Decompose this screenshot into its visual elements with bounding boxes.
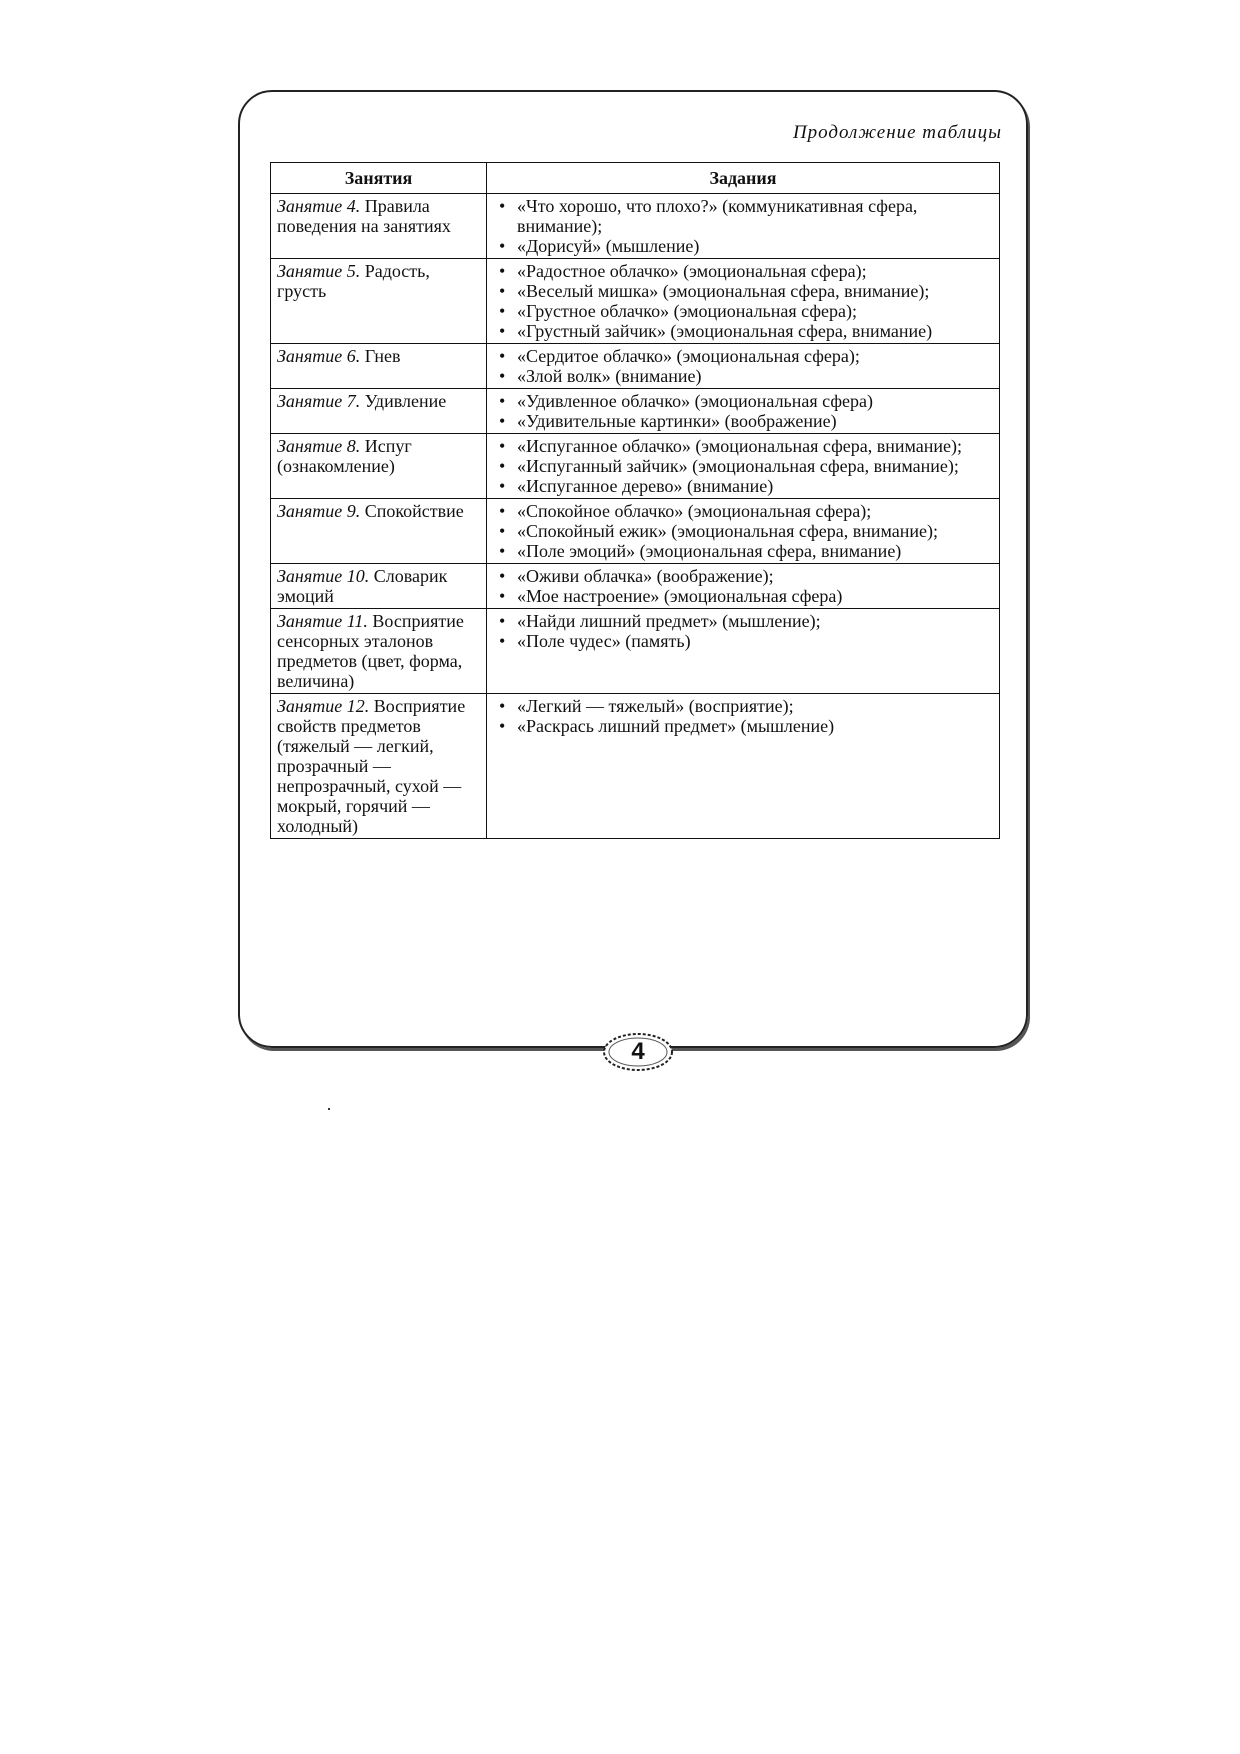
task-item: • «Испуганное облачко» (эмоциональная сфера, внимание); <box>493 436 995 456</box>
task-item: • «Спокойное облачко» (эмоциональная сфера); <box>493 501 995 521</box>
lesson-cell <box>271 499 487 564</box>
lesson-number: Занятие 9. <box>277 501 361 521</box>
table-row <box>271 609 1000 694</box>
task-item: • «Сердитое облачко» (эмоциональная сфера); <box>493 346 995 366</box>
table-continuation-caption: Продолжение таблицы <box>792 122 1002 143</box>
page-number-badge <box>600 1030 676 1074</box>
lesson-title: Спокойствие <box>360 501 464 521</box>
table-row <box>271 194 1000 259</box>
lesson-number: Занятие 7. <box>277 391 361 411</box>
lesson-number: Занятие 10. <box>277 566 370 586</box>
task-item: • «Удивленное облачко» (эмоциональная сфера) <box>493 391 995 411</box>
lesson-number: Занятие 12. <box>277 696 370 716</box>
lesson-title: Гнев <box>360 346 401 366</box>
task-item: • «Раскрась лишний предмет» (мышление) <box>493 716 995 736</box>
task-list <box>493 196 995 256</box>
lesson-cell <box>271 194 487 259</box>
task-item: • «Спокойный ежик» (эмоциональная сфера, внимание); <box>493 521 995 541</box>
table-row <box>271 259 1000 344</box>
lesson-title: Восприятие свойств предметов (тяжелый — легкий, прозрачный — непрозрачный, сухой — мокрый, горячий — холодный) <box>277 696 466 836</box>
task-item: • «Легкий — тяжелый» (восприятие); <box>493 696 995 716</box>
task-item: • «Грустный зайчик» (эмоциональная сфера, внимание) <box>493 321 995 341</box>
table-row <box>271 344 1000 389</box>
lesson-number: Занятие 5. <box>277 261 361 281</box>
table-row <box>271 499 1000 564</box>
task-item: • «Поле чудес» (память) <box>493 631 995 651</box>
task-list <box>493 346 995 386</box>
task-item: • «Злой волк» (внимание) <box>493 366 995 386</box>
tasks-cell <box>487 259 1000 344</box>
task-list <box>493 696 995 736</box>
table-row <box>271 694 1000 839</box>
task-list <box>493 566 995 606</box>
lesson-title: Радость, грусть <box>277 261 430 301</box>
tasks-cell <box>487 344 1000 389</box>
task-item: • «Найди лишний предмет» (мышление); <box>493 611 995 631</box>
lesson-cell <box>271 434 487 499</box>
task-item: • «Дорисуй» (мышление) <box>493 236 995 256</box>
tasks-cell <box>487 694 1000 839</box>
tasks-cell <box>487 499 1000 564</box>
header-lessons: Занятия <box>271 163 487 194</box>
lesson-cell <box>271 344 487 389</box>
task-item: • «Испуганный зайчик» (эмоциональная сфера, внимание); <box>493 456 995 476</box>
lesson-number: Занятие 6. <box>277 346 361 366</box>
table-row <box>271 389 1000 434</box>
task-item: • «Веселый мишка» (эмоциональная сфера, внимание); <box>493 281 995 301</box>
task-item: • «Удивительные картинки» (воображение) <box>493 411 995 431</box>
scan-speck <box>328 1108 330 1110</box>
tasks-cell <box>487 194 1000 259</box>
task-list <box>493 611 995 651</box>
lesson-title: Правила поведения на занятиях <box>277 196 451 236</box>
table-header-row <box>271 163 1000 194</box>
task-item: • «Оживи облачка» (воображение); <box>493 566 995 586</box>
lesson-title: Восприятие сенсорных эталонов предметов (цвет, форма, величина) <box>277 611 464 691</box>
task-list <box>493 391 995 431</box>
lesson-number: Занятие 8. <box>277 436 361 456</box>
task-item: • «Поле эмоций» (эмоциональная сфера, внимание) <box>493 541 995 561</box>
lesson-title: Испуг (ознакомление) <box>277 436 412 476</box>
lesson-cell <box>271 564 487 609</box>
task-item: • «Грустное облачко» (эмоциональная сфера); <box>493 301 995 321</box>
task-item: • «Что хорошо, что плохо?» (коммуникативная сфера, внимание); <box>493 196 995 236</box>
table-row <box>271 564 1000 609</box>
tasks-cell <box>487 609 1000 694</box>
header-tasks: Задания <box>487 163 1000 194</box>
lesson-cell <box>271 259 487 344</box>
lesson-title: Словарик эмоций <box>277 566 448 606</box>
page-number: 4 <box>631 1038 645 1065</box>
task-list <box>493 261 995 341</box>
task-list <box>493 501 995 561</box>
lesson-number: Занятие 4. <box>277 196 361 216</box>
lesson-cell <box>271 609 487 694</box>
lessons-table <box>270 162 1000 839</box>
tasks-cell <box>487 389 1000 434</box>
table-row <box>271 434 1000 499</box>
lesson-number: Занятие 11. <box>277 611 368 631</box>
task-list <box>493 436 995 496</box>
tasks-cell <box>487 564 1000 609</box>
task-item: • «Радостное облачко» (эмоциональная сфера); <box>493 261 995 281</box>
lesson-cell <box>271 389 487 434</box>
lesson-cell <box>271 694 487 839</box>
task-item: • «Испуганное дерево» (внимание) <box>493 476 995 496</box>
tasks-cell <box>487 434 1000 499</box>
task-item: • «Мое настроение» (эмоциональная сфера) <box>493 586 995 606</box>
lesson-title: Удивление <box>360 391 447 411</box>
